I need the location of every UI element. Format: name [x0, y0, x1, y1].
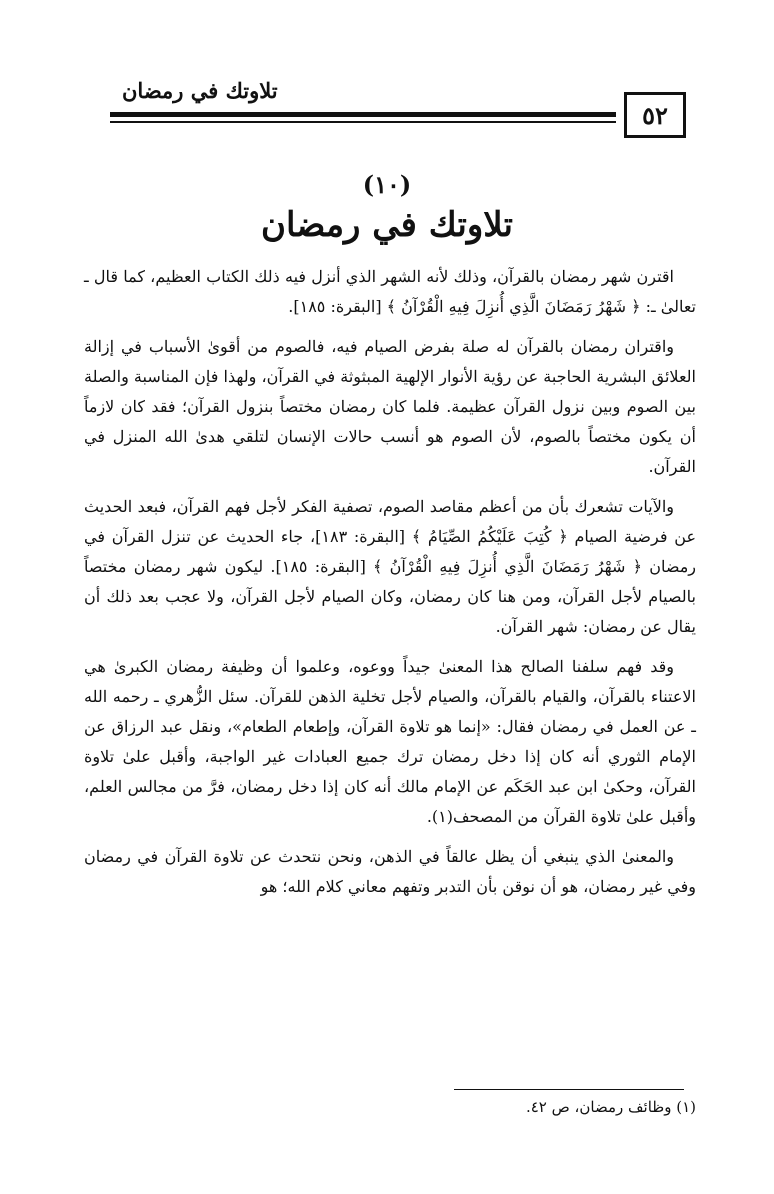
body-text: [84, 262, 696, 912]
header-rule-thin: [110, 121, 616, 123]
running-title: تلاوتك في رمضان: [122, 78, 278, 103]
page-number-box: [624, 92, 686, 138]
paragraph: والآيات تشعرك بأن من أعظم مقاصد الصوم، تصفية الفكر لأجل فهم القرآن، فبعد الحديث عن فرضية الصيام ﴿ كُتِبَ عَلَيْكُمُ الصِّيَامُ ﴾ [البقرة: ١٨٣]، جاء الحديث عن تنزل القرآن في رمضان ﴿ شَهْرُ رَمَضَانَ الَّذِي أُنزِلَ فِيهِ الْقُرْآنُ ﴾ [البقرة: ١٨٥]. ليكون شهر رمضان مختصاً بالصيام لأجل القرآن، ومن هنا كان رمضان، وكان الصيام لأجل القرآن، ولا عجب بعد ذلك أن يقال عن رمضان: شهر القرآن.: [84, 497, 697, 636]
chapter-title: تلاوتك في رمضان: [261, 205, 513, 245]
header-rule-thick: [110, 112, 616, 117]
footnote: (١) وظائف رمضان، ص ٤٢.: [525, 1098, 696, 1116]
paragraph: واقتران رمضان بالقرآن له صلة بفرض الصيام فيه، فالصوم من أقوىٰ الأسباب في إزالة العلائق البشرية الحاجبة عن رؤية الأنوار الإلهية المبثوثة في القرآن، ولهذا فإن المناسبة والصلة بين الصوم وبين نزول القرآن عظيمة. فلما كان رمضان مختصاً بنزول القرآن؛ فقد كان لازماً أن يكون مختصاً بالصوم، لأن الصوم هو أنسب حالات الإنسان لتلقي هدىٰ الله المنزل في القرآن.: [84, 337, 696, 476]
chapter-number: (١٠): [362, 170, 412, 199]
page-header: [110, 78, 692, 148]
page-number: ٥٢: [642, 100, 668, 130]
paragraph: اقترن شهر رمضان بالقرآن، وذلك لأنه الشهر الذي أنزل فيه ذلك الكتاب العظيم، كما قال ـ تعالىٰ ـ: ﴿ شَهْرُ رَمَضَانَ الَّذِي أُنزِلَ فِيهِ الْقُرْآنُ ﴾ [البقرة: ١٨٥].: [84, 267, 696, 316]
paragraph: والمعنىٰ الذي ينبغي أن يظل عالقاً في الذهن، ونحن نتحدث عن تلاوة القرآن في رمضان وفي غير رمضان، هو أن نوقن بأن التدبر وتفهم معاني كلام الله؛ هو: [84, 847, 696, 896]
paragraph: وقد فهم سلفنا الصالح هذا المعنىٰ جيداً ووعوه، وعلموا أن وظيفة رمضان الكبرىٰ هي الاعتناء بالقرآن، والقيام بالقرآن، والصيام لأجل تخلية الذهن للقرآن. سئل الزُّهري ـ رحمه الله ـ عن العمل في رمضان فقال: «إنما هو تلاوة القرآن، وإطعام الطعام»، ونقل عبد الرزاق عن الإمام الثوري أنه كان إذا دخل رمضان ترك جميع العبادات غير الواجبة، وأقبل علىٰ تلاوة القرآن، وحكىٰ ابن عبد الحَكَم عن الإمام مالك أنه كان إذا دخل رمضان، فرَّ من مجالس العلم، وأقبل علىٰ تلاوة القرآن من المصحف(١).: [84, 657, 696, 826]
footnote-rule: [454, 1089, 684, 1090]
